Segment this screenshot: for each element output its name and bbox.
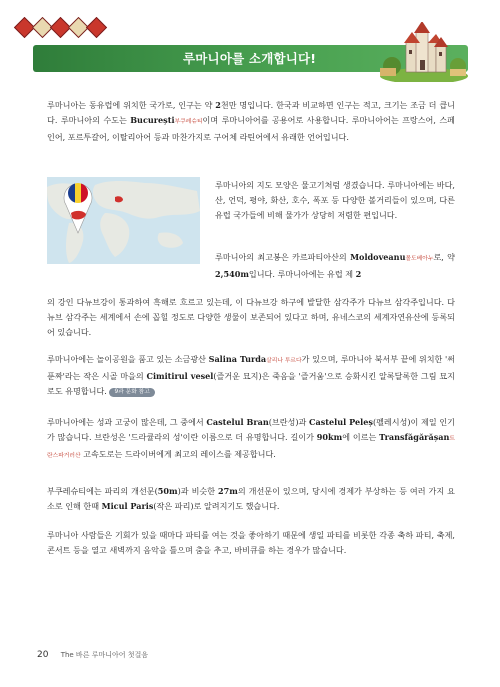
- location-pin-icon: [63, 177, 93, 235]
- cemetery-name: Cimitirul vesel: [146, 371, 214, 381]
- page-title: 루마니아를 소개합니다!: [183, 51, 317, 66]
- castle-illustration: [378, 22, 470, 82]
- text-run: 에 이르는: [342, 432, 380, 442]
- text-run: (펠레시성)이 제일 인기가 많습니다. 브란성은 '드라큘라의 성'이란 이름으로 더 유명합니다. 길이가: [47, 417, 455, 442]
- text-run: 루마니아는 동유럽에 위치한 국가로, 인구는 약: [47, 100, 216, 110]
- bucharest-arch-height: 27m: [218, 486, 238, 496]
- page-footer: [37, 650, 148, 660]
- peak-pronunciation: 몰도베아누: [405, 256, 434, 262]
- castles-paragraph: [47, 415, 455, 464]
- salt-mine-pronunciation: 살리나 투르다: [266, 358, 302, 364]
- text-run: 입니다. 루마니아에는 유럽 제: [248, 269, 356, 279]
- peak-name: Moldoveanu: [350, 252, 406, 262]
- text-run: (작은 파리)로 알려지기도 했습니다.: [153, 501, 280, 511]
- text-run: (브란성)과: [268, 417, 310, 427]
- peak-height: 2,540m: [215, 269, 249, 279]
- text-run: 루마니아에는 성과 고궁이 많은데, 그 중에서: [47, 417, 207, 427]
- party-paragraph: 루마니아 사람들은 기회가 있을 때마다 파티를 여는 것을 좋아하기 때문에 생일 파티를 비롯한 각종 축하 파티, 축제, 콘서트 등을 열고 새벽까지 음악을 틀으며 춤을 추고, 바비큐를 하는 경우가 많습니다.: [47, 530, 455, 555]
- book-title: The 바른 루마니아어 첫걸음: [60, 651, 149, 659]
- peles-castle-name: Castelul Peleș: [309, 417, 373, 427]
- text-run: )과 비슷한: [177, 486, 219, 496]
- intro-paragraph: [47, 98, 455, 145]
- text-run: (즐거운 묘지)은 죽음을 '즐거움'으로 승화시킨 알록달록한 그림 묘지로도 유명합니다.: [47, 371, 455, 396]
- text-run: 루마니아에는 놀이공원을 품고 있는 소금광산: [47, 354, 209, 364]
- culture-reference-badge[interactable]: 9과 문화 참고: [109, 388, 154, 397]
- text-run: 천만 명입니다. 한국과 비교하면 인구는 적고, 크기는 조금 더 큽니다. 루마니아의 수도는: [47, 100, 455, 125]
- capital-name: București: [130, 115, 175, 125]
- population-value: 2: [215, 100, 221, 110]
- folk-pattern-decoration: [17, 20, 104, 35]
- text-run: 루마니아의 최고봉은 카르파티아산의: [215, 252, 351, 262]
- text-run: 의 강인 다뉴브강이 통과하여 흑해로 흐르고 있는데, 이 다뉴브강 하구에 발달한 삼각주가 다뉴브 삼각주입니다. 다뉴브 삼각주는 세계에서 손에 꼽힐 정도로 다양한 생물이 보존되어 있다고 하며, 유네스코의 세계자연유산에 등록되어 있습니다.: [47, 297, 455, 337]
- text-run: 의 개선문이 있으며, 당시에 경제가 부상하는 등 여러 가지 요소로 인해 한때: [47, 486, 455, 511]
- paris-arch-height: 50m: [157, 486, 178, 496]
- road-pronunciation: 트란스파거러산: [47, 436, 455, 459]
- road-name: Transfăgărășan: [379, 432, 450, 442]
- world-map-figure: [47, 177, 200, 264]
- river-rank: 2: [355, 269, 362, 279]
- text-run: 부쿠레슈티에는 파리의 개선문(: [47, 486, 158, 496]
- text-run: 로, 약: [433, 252, 455, 262]
- road-length: 90km: [316, 432, 343, 442]
- text-run: 고속도로는 드라이버에게 최고의 레이스를 제공합니다.: [80, 449, 276, 459]
- folk-pattern-icon: [86, 17, 107, 38]
- delta-paragraph: [47, 295, 455, 340]
- geography-paragraph: 루마니아의 지도 모양은 물고기처럼 생겼습니다. 루마니아에는 바다, 산, 언덕, 평야, 화산, 호수, 폭포 등 다양한 볼거리들이 있으며, 다른 유럽 국가들에 비해 물가가 상당히 저렴한 편입니다.: [215, 180, 455, 220]
- city-nickname: Micul Paris: [101, 501, 154, 511]
- peak-paragraph: [215, 250, 455, 282]
- salt-mine-name: Salina Turda: [208, 354, 267, 364]
- attractions-paragraph: [47, 352, 455, 399]
- map-side-column: [215, 178, 455, 223]
- bran-castle-name: Castelul Bran: [206, 417, 269, 427]
- capital-pronunciation: 부쿠레슈티: [174, 119, 203, 125]
- text-run: 이며 루마니아어를 공용어로 사용합니다. 루마니아어는 프랑스어, 스페인어, 포르투갈어, 이탈리아어 등과 마찬가지로 구어체 라틴어에서 유래한 언어입니다.: [47, 115, 455, 142]
- text-run: 가 있으며, 루마니아 북서부 끝에 위치한 '써푼짜'라는 작은 시골 마을의: [47, 354, 455, 381]
- arch-paragraph: [47, 484, 455, 514]
- page-number: 20: [37, 650, 49, 660]
